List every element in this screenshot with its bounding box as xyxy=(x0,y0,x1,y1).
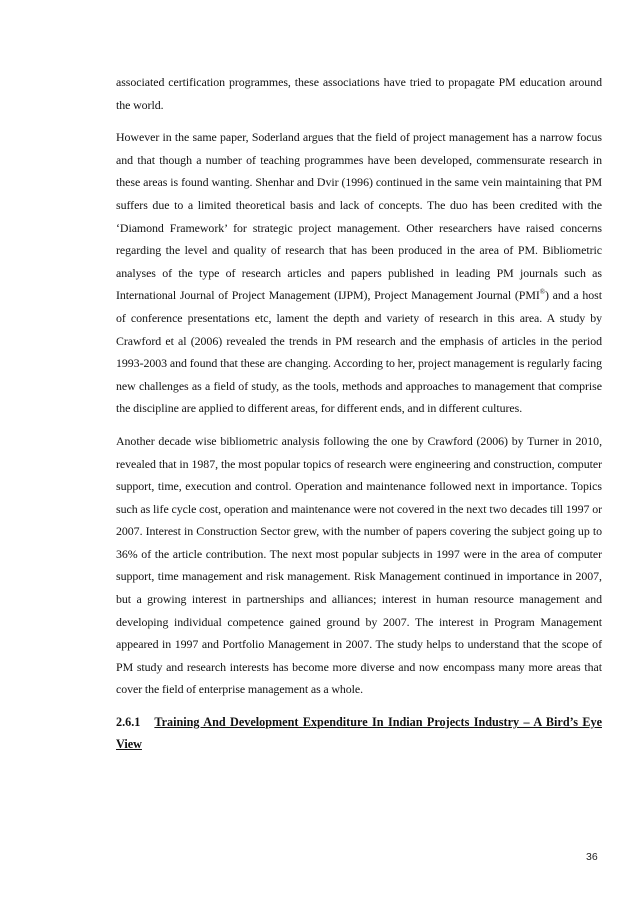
page-number: 36 xyxy=(586,851,598,863)
paragraph-3: Another decade wise bibliometric analysis following the one by Crawford (2006) by Turner in 2010, revealed that in 1987, the most popular topics of research were engineering and construction, computer support, time, execution and control. Operation and maintenance followed next in importance. Topics such as life cycle cost, operation and maintenance were not covered in the next two decades till 1997 or 2007. Interest in Construction Sector grew, with the number of papers covering the subject going up to 36% of the article contribution. The next most popular subjects in 1997 were in the area of computer support, time management and risk management. Risk Management continued in importance in 2007, but a growing interest in partnerships and alliances; interest in human resource management and developing individual competence gained ground by 2007. The interest in Program Management appeared in 1997 and Portfolio Management in 2007. The study helps to understand that the scope of PM study and research interests has become more diverse and now encompass many more areas that cover the field of enterprise management as a whole. xyxy=(116,433,602,697)
paragraph-1: associated certification programmes, these associations have tried to propagate PM education around the world. xyxy=(116,75,602,112)
paragraph-2-tail: ) and a host of conference presentations etc, lament the depth and variety of research in this area. A study by Crawford et al (2006) revealed the trends in PM research and the emphasis of articles in the period 1993-2003 and found that these are changing. According to her, project management is regularly facing new challenges as a field of study, as the tools, methods and approaches to management that comprise the discipline are applied to different areas, for different ends, and in different cultures. xyxy=(116,288,602,416)
section-heading xyxy=(116,711,602,756)
paragraph-2 xyxy=(116,126,602,420)
document-page xyxy=(116,71,602,756)
registered-mark: ® xyxy=(539,288,546,297)
section-number: 2.6.1 xyxy=(116,715,141,730)
paragraph-2-text: However in the same paper, Soderland argues that the field of project management has a narrow focus and that though a number of teaching programmes have been developed, commensurate research in these areas is found wanting. Shenhar and Dvir (1996) continued in the same vein maintaining that PM suffers due to a limited theoretical basis and lack of concepts. The duo has been credited with the ‘Diamond Framework’ for strategic project management. Other researchers have raised concerns regarding the level and quality of research that has been produced in the area of PM. Bibliometric analyses of the type of research articles and papers published in leading PM journals such as International Journal of Project Management (IJPM), Project Management Journal (PMI xyxy=(116,130,602,303)
section-title: Training And Development Expenditure In Indian Projects Industry – A Bird’s Eye View xyxy=(116,715,602,752)
